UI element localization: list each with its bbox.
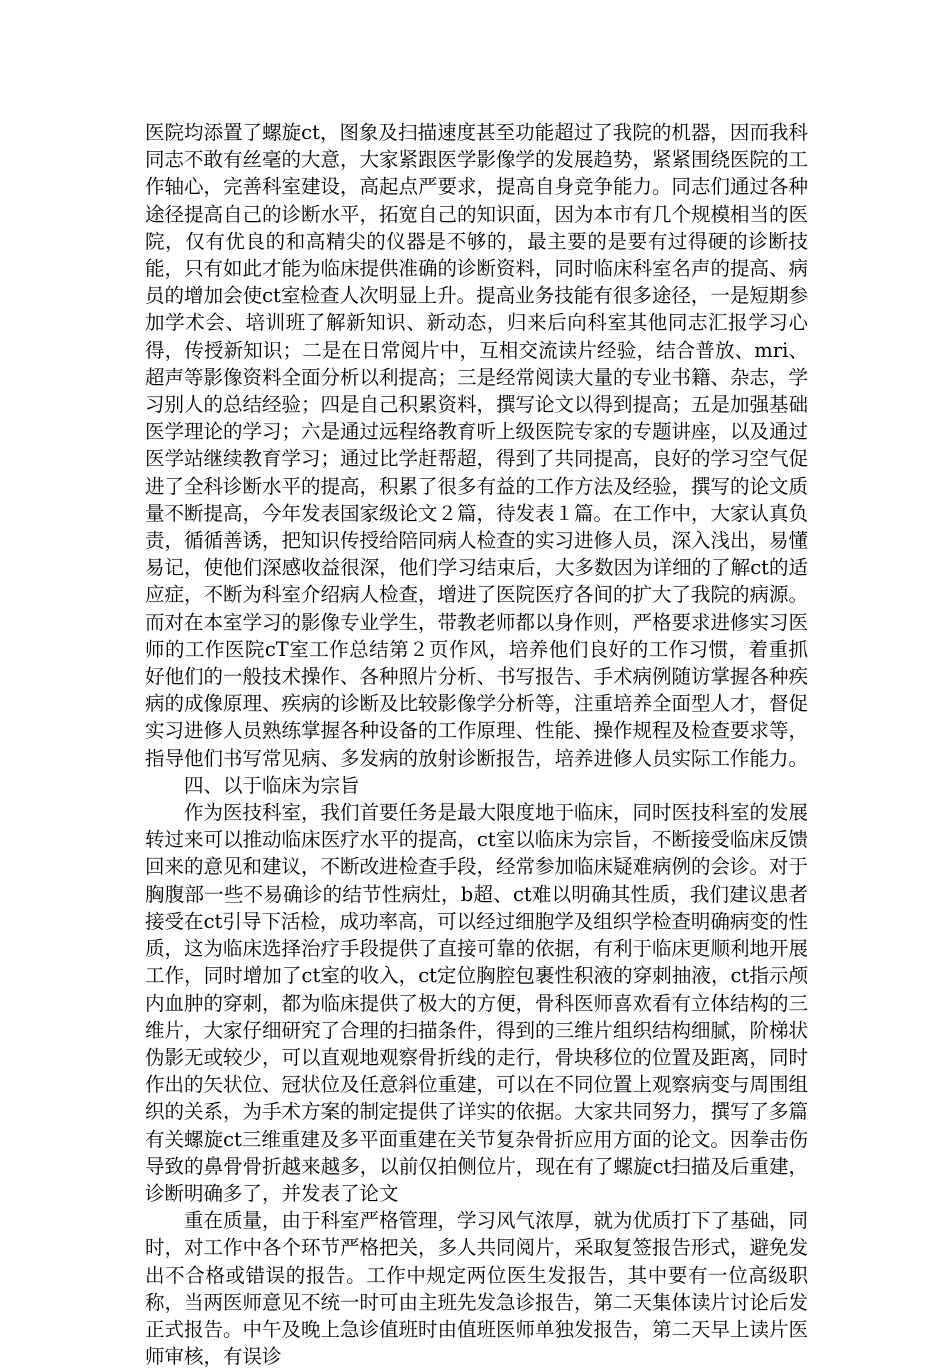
section-heading: 四、以于临床为宗旨 <box>184 773 360 797</box>
paragraph-quality: 重在质量，由于科室严格管理，学习风气浓厚，就为优质打下了基础，同时，对工作中各个环节严格把关，多人共同阅片，采取复签报告形式，避免发出不合格或错误的报告。工作中规定两位医生发报告，其中要有一位高级职称，当两医师意见不统一时可由主班先发急诊报告，第二天集体读片讨论后发正式报告。中午及晚上急诊值班时由值班医师单独发报告，第二天早上读片医师审核，有误诊 <box>145 1209 809 1369</box>
paragraph-continuation: 医院均添置了螺旋ct，图象及扫描速度甚至功能超过了我院的机器，因而我科同志不敢有丝毫的大意，大家紧跟医学影像学的发展趋势，紧紧围绕医院的工作轴心，完善科室建设，高起点严要求，提高自身竞争能力。同志们通过各种途径提高自己的诊断水平，拓宽自己的知识面，因为本市有几个规模相当的医院，仅有优良的和高精尖的仪器是不够的，最主要的是要有过得硬的诊断技能，只有如此才能为临床提供准确的诊断资料，同时临床科室名声的提高、病员的增加会使ct室检查人次明显上升。提高业务技能有很多途径，一是短期参加学术会、培训班了解新知识、新动态，归来后向科室其他同志汇报学习心得，传授新知识；二是在日常阅片中，互相交流读片经验，结合普放、mri、超声等影像资料全面分析以利提高；三是经常阅读大量的专业书籍、杂志，学习别人的总结经验；四是自己积累资料，撰写论文以得到提高；五是加强基础医学理论的学习；六是通过远程络教育听上级医院专家的专题讲座，以及通过医学站继续教育学习；通过比学赶帮超，得到了共同提高，良好的学习空气促进了全科诊断水平的提高，积累了很多有益的工作方法及经验，撰写的论文质量不断提高，今年发表国家级论文２篇，待发表１篇。在工作中，大家认真负责，循循善诱，把知识传授给陪同病人检查的实习进修人员，深入浅出，易懂易记，使他们深感收益很深，他们学习结束后，大多数因为详细的了解ct的适应症，不断为科室介绍病人检查，增进了医院医疗各间的扩大了我院的病源。而对在本室学习的影像专业学生，带教老师都以身作则，严格要求进修实习医师的工作医院cT室工作总结第２页作风，培养他们良好的工作习惯，着重抓好他们的一般技术操作、各种照片分析、书写报告、手术病例随访掌握各种疾病的成像原理、疾病的诊断及比较影像学分析等，注重培养全面型人才，督促实习进修人员熟练掌握各种设备的工作原理、性能、操作规程及检查要求等，指导他们书写常见病、多发病的放射诊断报告，培养进修人员实际工作能力。 <box>145 121 809 770</box>
paragraph-clinical-service: 作为医技科室，我们首要任务是最大限度地于临床，同时医技科室的发展转过来可以推动临床医疗水平的提高，ct室以临床为宗旨，不断接受临床反馈回来的意见和建议，不断改进检查手段，经常参加临床疑难病例的会诊。对于胸腹部一些不易确诊的结节性病灶，b超、ct难以明确其性质，我们建议患者接受在ct引导下活检，成功率高，可以经过细胞学及组织学检查明确病变的性质，这为临床选择治疗手段提供了直接可靠的依据，有利于临床更顺利地开展工作，同时增加了ct室的收入，ct定位胸腔包裹性积液的穿刺抽液，ct指示颅内血肿的穿刺，都为临床提供了极大的方便，骨科医师喜欢看有立体结构的三维片，大家仔细研究了合理的扫描条件，得到的三维片组织结构细腻，阶梯状伪影无或较少，可以直观地观察骨折线的走行，骨块移位的位置及距离，同时作出的矢状位、冠状位及任意斜位重建，可以在不同位置上观察病变与周围组织的关系，为手术方案的制定提供了详实的依据。大家共同努力，撰写了多篇有关螺旋ct三维重建及多平面重建在关节复杂骨折应用方面的论文。因拳击伤导致的鼻骨骨折越来越多，以前仅拍侧位片，现在有了螺旋ct扫描及后重建，诊断明确多了，并发表了论文 <box>145 801 809 1205</box>
document-body <box>145 119 808 1370</box>
